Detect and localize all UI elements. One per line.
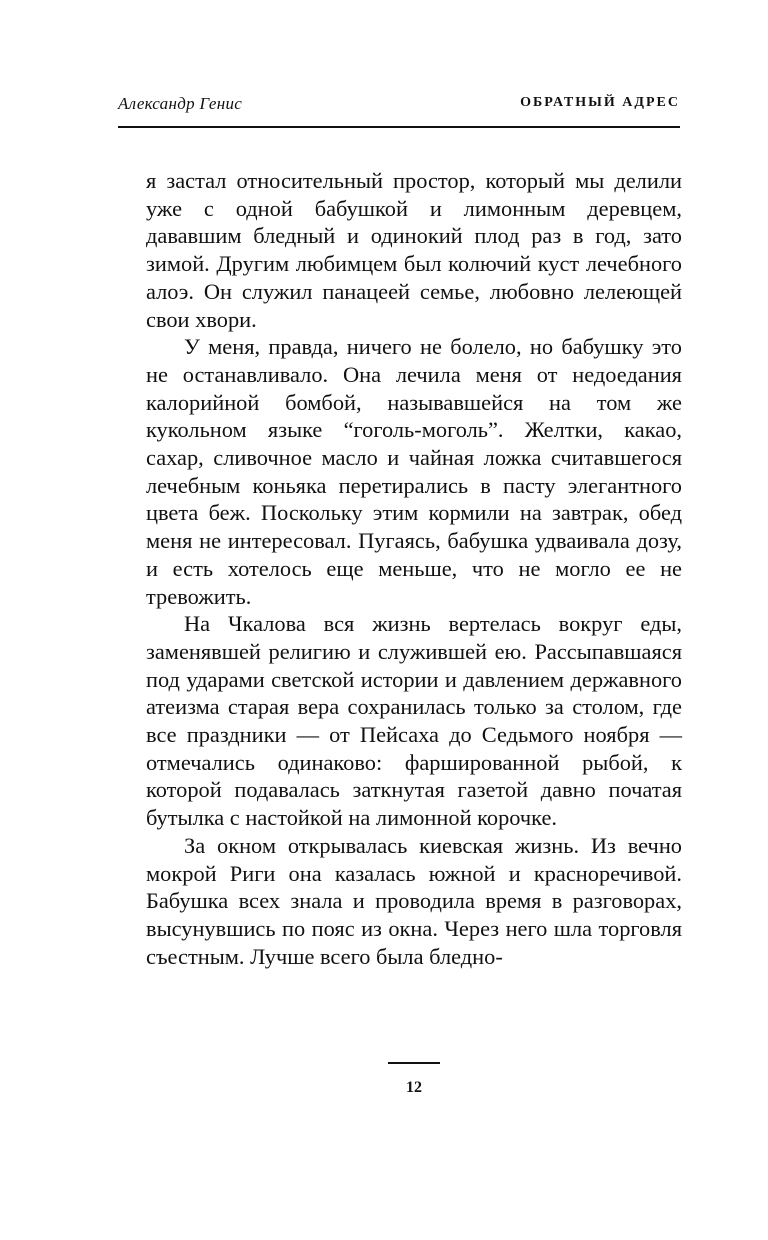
page-number: 12 xyxy=(406,1079,422,1096)
footer-rule xyxy=(388,1062,440,1064)
body-text xyxy=(146,167,682,970)
paragraph: За окном открывалась киевская жизнь. Из вечно мокрой Риги она казалась южной и красноречивой. Бабушка всех знала и проводила время в разговорах, высунувшись по пояс из окна. Через него шла торговля съестным. Лучше всего была бледно- xyxy=(146,832,682,969)
paragraph: У меня, правда, ничего не болело, но бабушку это не останавливало. Она лечила меня от недоедания калорийной бомбой, называвшейся на том же кукольном языке “гоголь-моголь”. Желтки, какао, сахар, сливочное масло и чайная ложка считавшегося лечебным коньяка перетирались в пасту элегантного цвета беж. Поскольку этим кормили на завтрак, обед меня не интересовал. Пугаясь, бабушка удваивала дозу, и есть хотелось еще меньше, что не могло ее не тревожить. xyxy=(146,334,682,609)
page-running-title: ОБРАТНЫЙ АДРЕС xyxy=(520,95,680,110)
paragraph: На Чкалова вся жизнь вертелась вокруг еды, заменявшей религию и служившей ею. Рассыпавшаяся под ударами светской истории и давлением державного атеизма старая вера сохранилась только за столом, где все праздники — от Пейсаха до Седьмого ноября — отмечались одинаково: фаршированной рыбой, к которой подавалась заткнутая газетой давно початая бутылка с настойкой на лимонной корочке. xyxy=(146,611,682,831)
page-header xyxy=(118,88,680,118)
header-rule xyxy=(118,126,680,128)
page-author: Александр Генис xyxy=(118,94,243,113)
paragraph: я застал относительный простор, который мы делили уже с одной бабушкой и лимонным деревцем, дававшим бледный и одинокий плод раз в год, зато зимой. Другим любимцем был колючий куст лечебного алоэ. Он служил панацеей семье, любовно лелеющей свои хвори. xyxy=(146,168,682,332)
